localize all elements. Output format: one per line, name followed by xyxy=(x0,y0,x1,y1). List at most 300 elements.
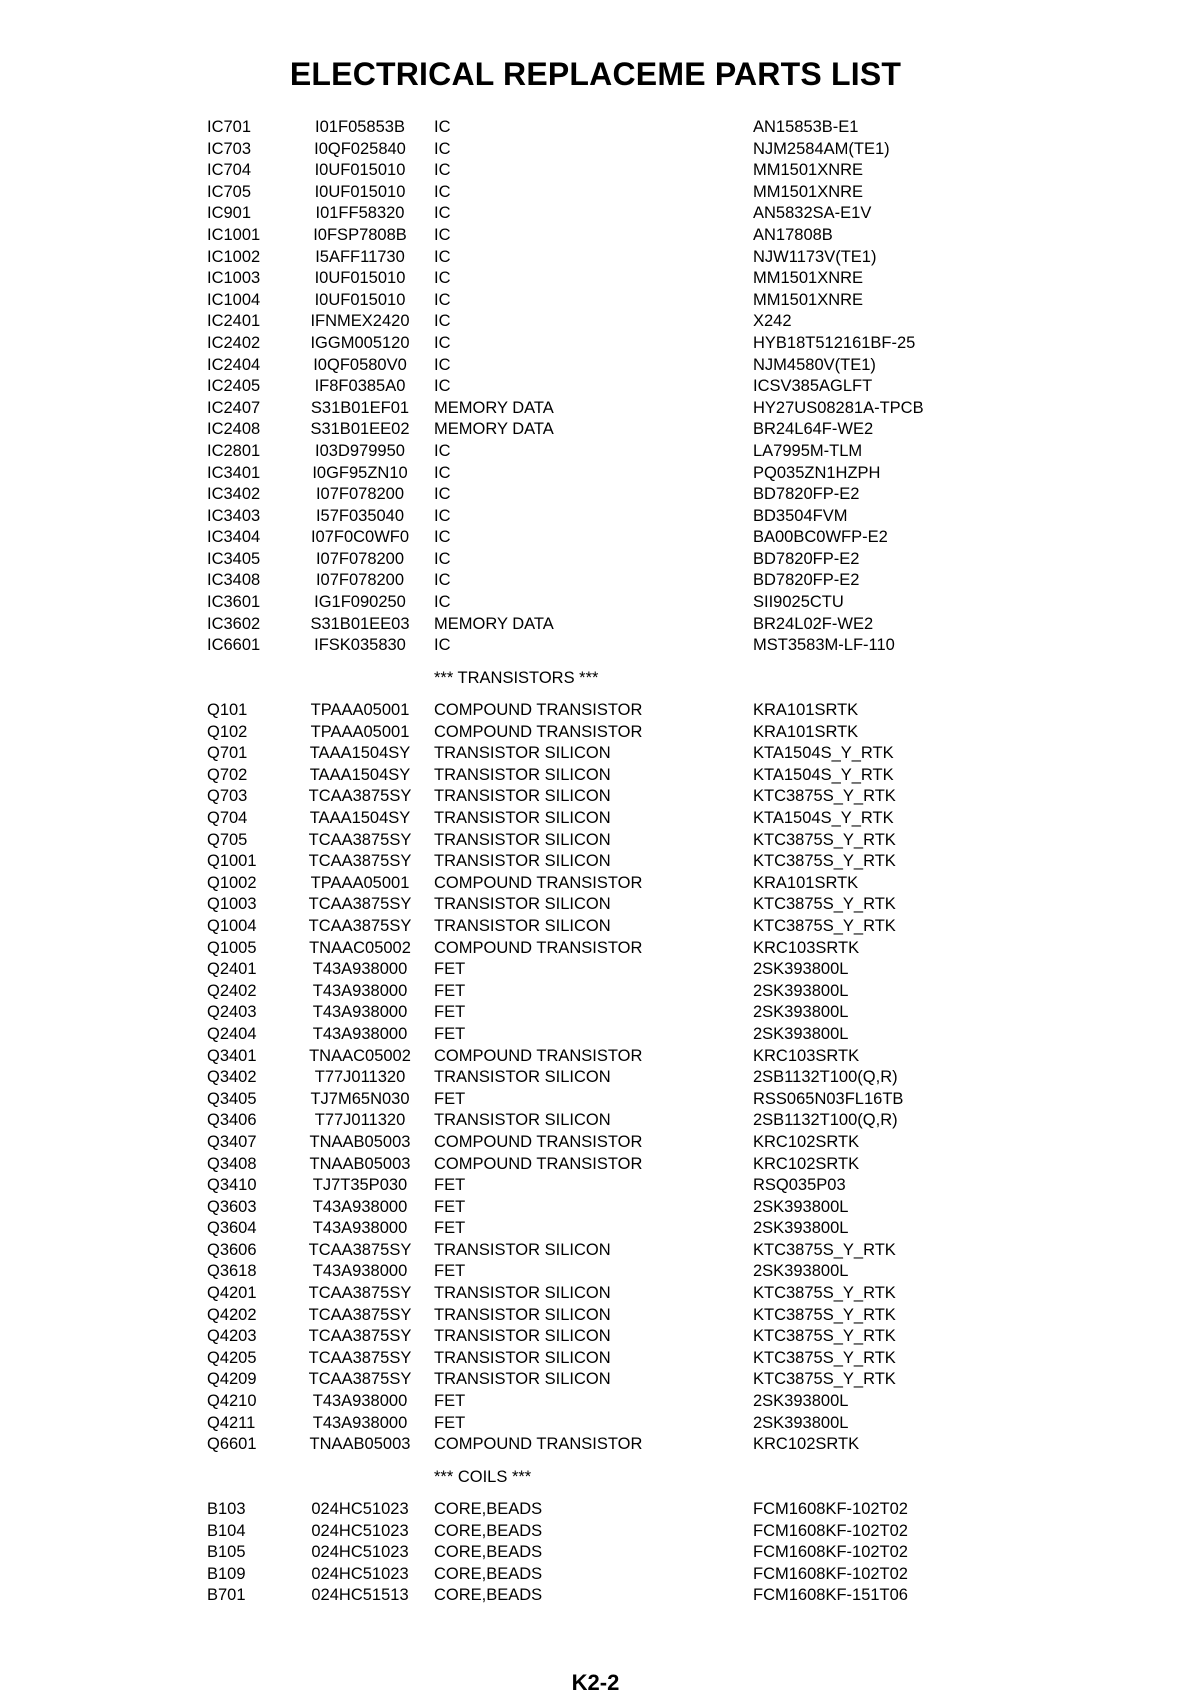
cell-part-no: I07F0C0WF0 xyxy=(310,528,410,547)
table-row xyxy=(207,765,987,787)
cell-description: FET xyxy=(434,1262,466,1281)
cell-ref: Q3406 xyxy=(207,1111,257,1130)
cell-ref: IC2405 xyxy=(207,377,261,396)
cell-description: CORE,BEADS xyxy=(434,1586,543,1605)
cell-model: BD7820FP-E2 xyxy=(753,549,860,568)
cell-description: COMPOUND TRANSISTOR xyxy=(434,701,643,720)
cell-model: X242 xyxy=(753,312,792,331)
page-title: ELECTRICAL REPLACEME PARTS LIST xyxy=(289,56,902,92)
cell-ref: Q701 xyxy=(207,744,248,763)
table-row xyxy=(207,592,987,614)
table-row xyxy=(207,549,987,571)
cell-ref: Q4210 xyxy=(207,1392,257,1411)
table-row xyxy=(207,722,987,744)
cell-description: TRANSISTOR SILICON xyxy=(434,1240,611,1259)
cell-part-no: I01FF58320 xyxy=(315,204,405,223)
cell-ref: Q3604 xyxy=(207,1219,257,1238)
cell-model: KRA101SRTK xyxy=(753,722,859,741)
cell-ref: IC705 xyxy=(207,182,252,201)
cell-model: 2SK393800L xyxy=(753,1219,849,1238)
cell-part-no: IGGM005120 xyxy=(310,333,410,352)
cell-description: IC xyxy=(434,593,451,612)
cell-part-no: TAAA1504SY xyxy=(309,765,411,784)
cell-part-no: I07F078200 xyxy=(315,485,405,504)
cell-description: TRANSISTOR SILICON xyxy=(434,809,611,827)
cell-model: KRC103SRTK xyxy=(753,938,860,957)
table-row xyxy=(207,808,987,830)
cell-part-no: I5AFF11730 xyxy=(315,247,405,266)
cell-part-no: I57F035040 xyxy=(315,506,405,525)
cell-part-no: I0QF0580V0 xyxy=(313,355,407,374)
cell-description: TRANSISTOR SILICON xyxy=(434,1111,611,1130)
cell-model: AN17808B xyxy=(753,225,833,244)
cell-part-no: TAAA1504SY xyxy=(309,809,411,827)
cell-part-no: TCAA3875SY xyxy=(308,852,412,871)
cell-model: KTA1504S_Y_RTK xyxy=(753,765,894,784)
cell-part-no: 024HC51023 xyxy=(311,1500,409,1518)
cell-ref: Q4201 xyxy=(207,1284,257,1303)
table-row xyxy=(207,1197,987,1219)
table-row xyxy=(207,1046,987,1068)
cell-ref: Q3408 xyxy=(207,1154,257,1173)
table-row xyxy=(207,376,987,398)
cell-description: IC xyxy=(434,571,451,590)
cell-model: RSQ035P03 xyxy=(753,1176,846,1195)
cell-part-no: I0UF015010 xyxy=(314,161,406,180)
table-row xyxy=(207,700,987,722)
cell-ref: Q1001 xyxy=(207,852,257,871)
cell-ref: Q4203 xyxy=(207,1327,257,1346)
table-row xyxy=(207,938,987,960)
cell-description: IC xyxy=(434,247,451,266)
table-row xyxy=(207,981,987,1003)
cell-model: KRC103SRTK xyxy=(753,1046,860,1065)
cell-model: KTC3875S_Y_RTK xyxy=(753,1370,896,1389)
cell-part-no: TNAAC05002 xyxy=(309,938,411,957)
cell-part-no: T43A938000 xyxy=(312,981,408,1000)
cell-part-no: T43A938000 xyxy=(312,960,408,979)
cell-model: BD3504FVM xyxy=(753,506,848,525)
cell-description: TRANSISTOR SILICON xyxy=(434,852,611,871)
cell-part-no: T43A938000 xyxy=(312,1392,408,1411)
cell-part-no: TCAA3875SY xyxy=(308,1240,412,1259)
cell-ref: IC3405 xyxy=(207,549,261,568)
table-row xyxy=(207,1175,987,1197)
table-row xyxy=(207,311,987,333)
table-row xyxy=(207,268,987,290)
cell-model: BA00BC0WFP-E2 xyxy=(753,528,888,547)
table-row xyxy=(207,1089,987,1111)
table-row xyxy=(207,441,987,463)
cell-description: IC xyxy=(434,506,451,525)
section-header-label: *** COILS *** xyxy=(434,1467,532,1486)
cell-ref: IC704 xyxy=(207,161,252,180)
cell-model: NJM2584AM(TE1) xyxy=(753,139,890,158)
cell-description: MEMORY DATA xyxy=(434,398,554,417)
cell-part-no: TCAA3875SY xyxy=(308,1284,412,1303)
cell-model: KRC102SRTK xyxy=(753,1132,860,1151)
cell-ref: Q2403 xyxy=(207,1003,257,1022)
cell-model: KTC3875S_Y_RTK xyxy=(753,787,896,806)
cell-ref: IC3401 xyxy=(207,463,261,482)
cell-model: MM1501XNRE xyxy=(753,182,864,201)
cell-model: KRA101SRTK xyxy=(753,701,859,720)
cell-model: KTC3875S_Y_RTK xyxy=(753,1284,896,1303)
cell-ref: B105 xyxy=(207,1543,246,1562)
table-row xyxy=(207,1542,987,1564)
cell-description: COMPOUND TRANSISTOR xyxy=(434,938,643,957)
cell-model: KTA1504S_Y_RTK xyxy=(753,809,894,827)
cell-ref: IC2801 xyxy=(207,441,261,460)
table-row xyxy=(207,1434,987,1456)
table-row xyxy=(207,463,987,485)
table-row xyxy=(207,139,987,161)
cell-description: FET xyxy=(434,1176,466,1195)
cell-model: FCM1608KF-102T02 xyxy=(753,1500,908,1518)
table-row xyxy=(207,1240,987,1262)
cell-part-no: T43A938000 xyxy=(312,1003,408,1022)
cell-description: IC xyxy=(434,225,451,244)
cell-part-no: TCAA3875SY xyxy=(308,830,412,849)
cell-part-no: I0GF95ZN10 xyxy=(312,463,408,482)
cell-part-no: 024HC51513 xyxy=(311,1586,409,1605)
cell-part-no: TCAA3875SY xyxy=(308,787,412,806)
table-row xyxy=(207,333,987,355)
table-row xyxy=(207,1348,987,1370)
table-row xyxy=(207,614,987,636)
cell-description: COMPOUND TRANSISTOR xyxy=(434,1435,643,1454)
cell-description: IC xyxy=(434,333,451,352)
cell-description: COMPOUND TRANSISTOR xyxy=(434,1132,643,1151)
section-header xyxy=(207,657,987,700)
cell-part-no: TNAAB05003 xyxy=(309,1435,411,1454)
cell-ref: IC2408 xyxy=(207,420,261,439)
cell-model: 2SB1132T100(Q,R) xyxy=(753,1111,898,1130)
cell-ref: IC2401 xyxy=(207,312,261,331)
cell-description: CORE,BEADS xyxy=(434,1564,543,1583)
cell-description: MEMORY DATA xyxy=(434,420,554,439)
cell-part-no: T43A938000 xyxy=(312,1197,408,1216)
cell-part-no: TCAA3875SY xyxy=(308,1370,412,1389)
cell-model: FCM1608KF-102T02 xyxy=(753,1521,908,1540)
cell-model: LA7995M-TLM xyxy=(753,441,863,460)
table-row xyxy=(207,830,987,852)
cell-model: KTC3875S_Y_RTK xyxy=(753,1305,896,1324)
table-row xyxy=(207,1024,987,1046)
cell-ref: Q1002 xyxy=(207,873,257,892)
cell-ref: Q6601 xyxy=(207,1435,257,1454)
cell-ref: Q1003 xyxy=(207,895,257,914)
cell-part-no: I07F078200 xyxy=(315,571,405,590)
cell-part-no: TJ7M65N030 xyxy=(310,1089,410,1108)
cell-part-no: TNAAB05003 xyxy=(309,1132,411,1151)
table-row xyxy=(207,1110,987,1132)
cell-model: KRA101SRTK xyxy=(753,873,859,892)
table-row xyxy=(207,182,987,204)
table-row xyxy=(207,1413,987,1435)
cell-model: BR24L64F-WE2 xyxy=(753,420,874,439)
cell-model: FCM1608KF-102T02 xyxy=(753,1543,908,1562)
cell-part-no: T43A938000 xyxy=(312,1413,408,1432)
cell-model: RSS065N03FL16TB xyxy=(753,1089,904,1108)
cell-ref: Q4205 xyxy=(207,1348,257,1367)
cell-part-no: T43A938000 xyxy=(312,1024,408,1043)
cell-part-no: TPAAA05001 xyxy=(310,873,410,892)
cell-ref: Q3606 xyxy=(207,1240,257,1259)
table-row xyxy=(207,1499,987,1521)
table-row xyxy=(207,743,987,765)
cell-description: IC xyxy=(434,312,451,331)
cell-part-no: I0QF025840 xyxy=(314,139,406,158)
cell-description: TRANSISTOR SILICON xyxy=(434,1068,611,1087)
cell-model: AN5832SA-E1V xyxy=(753,204,872,223)
cell-ref: Q2402 xyxy=(207,981,257,1000)
cell-ref: IC1003 xyxy=(207,269,261,288)
cell-description: TRANSISTOR SILICON xyxy=(434,895,611,914)
table-row xyxy=(207,419,987,441)
cell-model: KTC3875S_Y_RTK xyxy=(753,1327,896,1346)
table-row xyxy=(207,398,987,420)
cell-description: FET xyxy=(434,1089,466,1108)
cell-model: KRC102SRTK xyxy=(753,1154,860,1173)
cell-model: NJW1173V(TE1) xyxy=(753,247,877,266)
cell-description: FET xyxy=(434,1392,466,1411)
cell-description: CORE,BEADS xyxy=(434,1500,543,1518)
table-row xyxy=(207,506,987,528)
table-row xyxy=(207,225,987,247)
cell-ref: IC901 xyxy=(207,204,252,223)
table-row xyxy=(207,786,987,808)
table-row xyxy=(207,635,987,657)
cell-model: ICSV385AGLFT xyxy=(753,377,873,396)
cell-model: MM1501XNRE xyxy=(753,161,864,180)
cell-ref: Q3603 xyxy=(207,1197,257,1216)
cell-ref: IC3402 xyxy=(207,485,261,504)
cell-description: IC xyxy=(434,528,451,547)
cell-description: FET xyxy=(434,1003,466,1022)
cell-model: BD7820FP-E2 xyxy=(753,485,860,504)
cell-model: 2SK393800L xyxy=(753,1003,849,1022)
cell-model: KTA1504S_Y_RTK xyxy=(753,744,894,763)
cell-ref: IC3408 xyxy=(207,571,261,590)
cell-model: 2SK393800L xyxy=(753,1262,849,1281)
cell-part-no: IG1F090250 xyxy=(314,593,406,612)
cell-description: FET xyxy=(434,1413,466,1432)
cell-ref: Q4211 xyxy=(207,1413,256,1432)
cell-part-no: TAAA1504SY xyxy=(309,744,411,763)
cell-ref: IC3602 xyxy=(207,614,261,633)
cell-part-no: TPAAA05001 xyxy=(310,722,410,741)
cell-ref: Q3407 xyxy=(207,1132,257,1151)
table-row xyxy=(207,1564,987,1586)
cell-ref: IC1002 xyxy=(207,247,261,266)
cell-part-no: 024HC51023 xyxy=(311,1564,409,1583)
cell-ref: B104 xyxy=(207,1521,246,1540)
cell-part-no: I0UF015010 xyxy=(314,269,406,288)
table-row xyxy=(207,873,987,895)
cell-model: KTC3875S_Y_RTK xyxy=(753,1348,896,1367)
cell-ref: IC2402 xyxy=(207,333,261,352)
section-header-label: *** TRANSISTORS *** xyxy=(434,668,599,687)
cell-ref: Q704 xyxy=(207,809,248,827)
cell-model: BR24L02F-WE2 xyxy=(753,614,874,633)
cell-ref: Q703 xyxy=(207,787,248,806)
cell-part-no: S31B01EE03 xyxy=(310,614,410,633)
cell-ref: Q705 xyxy=(207,830,248,849)
cell-description: IC xyxy=(434,290,451,309)
cell-ref: Q3401 xyxy=(207,1046,257,1065)
cell-ref: IC1001 xyxy=(207,225,261,244)
cell-ref: Q102 xyxy=(207,722,248,741)
cell-ref: Q3405 xyxy=(207,1089,257,1108)
table-row xyxy=(207,1326,987,1348)
cell-ref: IC6601 xyxy=(207,636,261,655)
table-row xyxy=(207,1067,987,1089)
cell-model: 2SK393800L xyxy=(753,1392,849,1411)
table-row xyxy=(207,247,987,269)
cell-description: IC xyxy=(434,182,451,201)
cell-ref: Q702 xyxy=(207,765,248,784)
cell-part-no: TPAAA05001 xyxy=(310,701,410,720)
cell-description: TRANSISTOR SILICON xyxy=(434,744,611,763)
cell-model: HYB18T512161BF-25 xyxy=(753,333,916,352)
cell-description: IC xyxy=(434,463,451,482)
cell-ref: IC3404 xyxy=(207,528,261,547)
cell-part-no: I0UF015010 xyxy=(314,290,406,309)
cell-model: NJM4580V(TE1) xyxy=(753,355,876,374)
parts-list xyxy=(207,117,987,1607)
table-row xyxy=(207,203,987,225)
cell-ref: Q1004 xyxy=(207,916,257,935)
table-row xyxy=(207,160,987,182)
cell-ref: Q1005 xyxy=(207,938,257,957)
page-number: K2-2 xyxy=(571,1670,620,1695)
cell-model: 2SK393800L xyxy=(753,960,849,979)
cell-model: MM1501XNRE xyxy=(753,290,864,309)
cell-description: TRANSISTOR SILICON xyxy=(434,1370,611,1389)
cell-model: MM1501XNRE xyxy=(753,269,864,288)
cell-model: KTC3875S_Y_RTK xyxy=(753,830,896,849)
table-row xyxy=(207,527,987,549)
table-row xyxy=(207,1283,987,1305)
cell-ref: B109 xyxy=(207,1564,246,1583)
cell-part-no: S31B01EF01 xyxy=(310,398,410,417)
cell-part-no: TCAA3875SY xyxy=(308,1327,412,1346)
cell-ref: Q2404 xyxy=(207,1024,257,1043)
cell-part-no: TNAAC05002 xyxy=(309,1046,411,1065)
cell-model: FCM1608KF-151T06 xyxy=(753,1586,908,1605)
cell-description: FET xyxy=(434,1197,466,1216)
cell-part-no: IF8F0385A0 xyxy=(314,377,406,396)
cell-ref: B103 xyxy=(207,1500,246,1518)
cell-model: 2SB1132T100(Q,R) xyxy=(753,1068,898,1087)
table-row xyxy=(207,1154,987,1176)
cell-model: AN15853B-E1 xyxy=(753,118,859,136)
cell-description: COMPOUND TRANSISTOR xyxy=(434,1154,643,1173)
cell-description: COMPOUND TRANSISTOR xyxy=(434,1046,643,1065)
cell-ref: IC703 xyxy=(207,139,252,158)
cell-part-no: IFNMEX2420 xyxy=(310,312,410,331)
cell-description: TRANSISTOR SILICON xyxy=(434,765,611,784)
cell-part-no: TCAA3875SY xyxy=(308,1305,412,1324)
table-row xyxy=(207,1585,987,1607)
cell-part-no: 024HC51023 xyxy=(311,1521,409,1540)
table-row xyxy=(207,1002,987,1024)
table-row xyxy=(207,959,987,981)
cell-model: KTC3875S_Y_RTK xyxy=(753,895,896,914)
table-row xyxy=(207,1261,987,1283)
cell-part-no: TNAAB05003 xyxy=(309,1154,411,1173)
cell-description: IC xyxy=(434,139,451,158)
cell-part-no: S31B01EE02 xyxy=(310,420,410,439)
cell-ref: Q101 xyxy=(207,701,248,720)
cell-description: IC xyxy=(434,485,451,504)
cell-model: MST3583M-LF-110 xyxy=(753,636,895,655)
cell-ref: B701 xyxy=(207,1586,246,1605)
table-row xyxy=(207,1369,987,1391)
cell-part-no: TJ7T35P030 xyxy=(312,1176,408,1195)
cell-model: HY27US08281A-TPCB xyxy=(753,398,924,417)
cell-model: KRC102SRTK xyxy=(753,1435,860,1454)
cell-description: IC xyxy=(434,636,451,655)
cell-model: KTC3875S_Y_RTK xyxy=(753,916,896,935)
cell-description: TRANSISTOR SILICON xyxy=(434,830,611,849)
cell-part-no: T43A938000 xyxy=(312,1262,408,1281)
table-row xyxy=(207,894,987,916)
cell-part-no: TCAA3875SY xyxy=(308,1348,412,1367)
cell-part-no: 024HC51023 xyxy=(311,1543,409,1562)
cell-ref: IC701 xyxy=(207,118,252,136)
cell-ref: IC3403 xyxy=(207,506,261,525)
cell-description: TRANSISTOR SILICON xyxy=(434,916,611,935)
cell-part-no: TCAA3875SY xyxy=(308,895,412,914)
cell-ref: IC2404 xyxy=(207,355,261,374)
table-row xyxy=(207,1218,987,1240)
cell-part-no: I0UF015010 xyxy=(314,182,406,201)
cell-model: KTC3875S_Y_RTK xyxy=(753,852,896,871)
cell-description: IC xyxy=(434,441,451,460)
cell-ref: IC3601 xyxy=(207,593,261,612)
cell-description: FET xyxy=(434,981,466,1000)
table-row xyxy=(207,1132,987,1154)
cell-part-no: T43A938000 xyxy=(312,1219,408,1238)
cell-ref: Q2401 xyxy=(207,960,257,979)
cell-description: IC xyxy=(434,118,451,136)
table-row xyxy=(207,1521,987,1543)
cell-description: TRANSISTOR SILICON xyxy=(434,1284,611,1303)
table-row xyxy=(207,484,987,506)
cell-description: TRANSISTOR SILICON xyxy=(434,787,611,806)
cell-ref: IC1004 xyxy=(207,290,261,309)
cell-ref: Q3410 xyxy=(207,1176,257,1195)
cell-description: COMPOUND TRANSISTOR xyxy=(434,873,643,892)
table-row xyxy=(207,117,987,139)
cell-description: TRANSISTOR SILICON xyxy=(434,1305,611,1324)
cell-ref: Q4202 xyxy=(207,1305,257,1324)
cell-description: IC xyxy=(434,204,451,223)
cell-part-no: I07F078200 xyxy=(315,549,405,568)
cell-description: IC xyxy=(434,377,451,396)
cell-description: FET xyxy=(434,1219,466,1238)
cell-model: FCM1608KF-102T02 xyxy=(753,1564,908,1583)
cell-model: BD7820FP-E2 xyxy=(753,571,860,590)
cell-description: FET xyxy=(434,1024,466,1043)
cell-description: IC xyxy=(434,355,451,374)
cell-ref: Q3402 xyxy=(207,1068,257,1087)
cell-part-no: I03D979950 xyxy=(315,441,405,460)
cell-part-no: I01F05853B xyxy=(315,118,405,136)
table-row xyxy=(207,570,987,592)
